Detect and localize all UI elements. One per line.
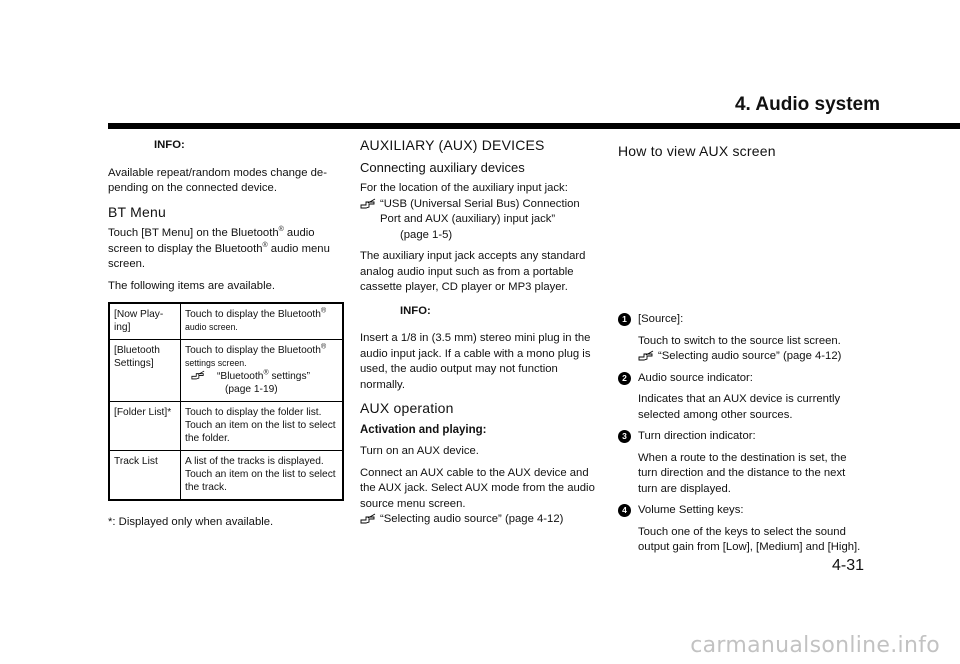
- reference-hand-icon: [638, 350, 654, 361]
- list-item: 3 Turn direction indicator:: [618, 429, 862, 445]
- connect-text: Connect an AUX cable to the AUX device and the AUX jack. Select AUX mode from the audio source menu screen.: [360, 466, 595, 510]
- table-row: [109, 402, 343, 451]
- column-left: [108, 138, 344, 537]
- aux-operation-heading: AUX operation: [360, 400, 454, 416]
- number-badge: 2: [618, 372, 631, 385]
- list-item: 4 Volume Setting keys:: [618, 503, 862, 519]
- info-label: INFO:: [154, 139, 185, 151]
- activation-heading: Activation and playing:: [360, 423, 487, 436]
- view-aux-heading: How to view AUX screen: [618, 143, 776, 159]
- table-desc: Touch to display the Bluetooth® audio screen.: [185, 307, 327, 332]
- number-badge: 3: [618, 430, 631, 443]
- reference-hand-icon: [360, 198, 376, 209]
- table-desc: Touch to display the Bluetooth® settings screen. “Bluetooth® settings” (page 1-19): [181, 340, 344, 402]
- turn-on-text: Turn on an AUX device.: [360, 445, 479, 457]
- watermark[interactable]: carmanualsonline.info: [690, 633, 940, 658]
- table-row: [109, 303, 343, 340]
- info-text: Insert a 1/8 in (3.5 mm) stereo mini plug in the audio input jack. If a cable with a mono plug is used, the audio output may not function normally.: [360, 332, 591, 391]
- table-desc: A list of the tracks is displayed. Touch an item on the list to select the track.: [181, 451, 344, 501]
- table-key: [Bluetooth Settings]: [109, 340, 181, 402]
- bt-menu-heading: BT Menu: [108, 203, 166, 220]
- list-item-desc: When a route to the destination is set, the turn direction and the distance to the next turn are displayed.: [638, 451, 847, 495]
- list-item-desc: Touch one of the keys to select the sound output gain from [Low], [Medium] and [High].: [638, 525, 861, 553]
- info-label: INFO:: [400, 304, 431, 317]
- list-item-desc: Indicates that an AUX device is currently selected among other sources.: [638, 393, 841, 421]
- numbered-list: [618, 312, 862, 562]
- jack-text: The auxiliary input jack accepts any standard analog audio input such as from a portable cassette player, CD player or MP3 player.: [360, 250, 586, 293]
- header-rule: [108, 123, 960, 129]
- location-text: For the location of the auxiliary input jack:: [360, 182, 568, 194]
- table-key: Track List: [109, 451, 181, 501]
- column-middle: [360, 138, 600, 534]
- column-right: [618, 138, 862, 553]
- cross-reference[interactable]: “Selecting audio source” (page 4-12): [638, 349, 862, 365]
- bt-menu-intro: Touch [BT Menu] on the Bluetooth® audio screen to display the Bluetooth® audio menu screen.: [108, 226, 330, 270]
- info-text: Available repeat/random modes change de-pending on the connected device.: [108, 166, 327, 194]
- connecting-heading: Connecting auxiliary devices: [360, 159, 525, 175]
- footnote: *: Displayed only when available.: [108, 516, 274, 528]
- table-row: [109, 340, 343, 402]
- section-title: 4. Audio system: [734, 94, 880, 115]
- cross-reference[interactable]: “Bluetooth® settings” (page 1-19): [185, 370, 338, 396]
- list-item: 1 [Source]:: [618, 312, 862, 328]
- table-key: [Now Play-ing]: [109, 303, 181, 340]
- cross-reference[interactable]: “USB (Universal Serial Bus) Connection Port and AUX (auxiliary) input jack” (page 1-5): [360, 197, 600, 244]
- reference-hand-icon: [191, 370, 205, 380]
- bt-menu-table: [108, 302, 344, 501]
- table-key: [Folder List]*: [109, 402, 181, 451]
- reference-hand-icon: [360, 513, 376, 524]
- cross-reference[interactable]: “Selecting audio source” (page 4-12): [360, 512, 600, 528]
- list-item: 2 Audio source indicator:: [618, 371, 862, 387]
- aux-devices-heading: AUXILIARY (AUX) DEVICES: [360, 137, 545, 153]
- list-item-desc: Touch to switch to the source list screen.: [638, 334, 841, 347]
- table-desc: Touch to display the folder list. Touch an item on the list to select the folder.: [181, 402, 344, 451]
- number-badge: 4: [618, 504, 631, 517]
- number-badge: 1: [618, 313, 631, 326]
- page-number: 4-31: [831, 557, 864, 574]
- table-row: [109, 451, 343, 501]
- items-intro: The following items are available.: [108, 279, 276, 292]
